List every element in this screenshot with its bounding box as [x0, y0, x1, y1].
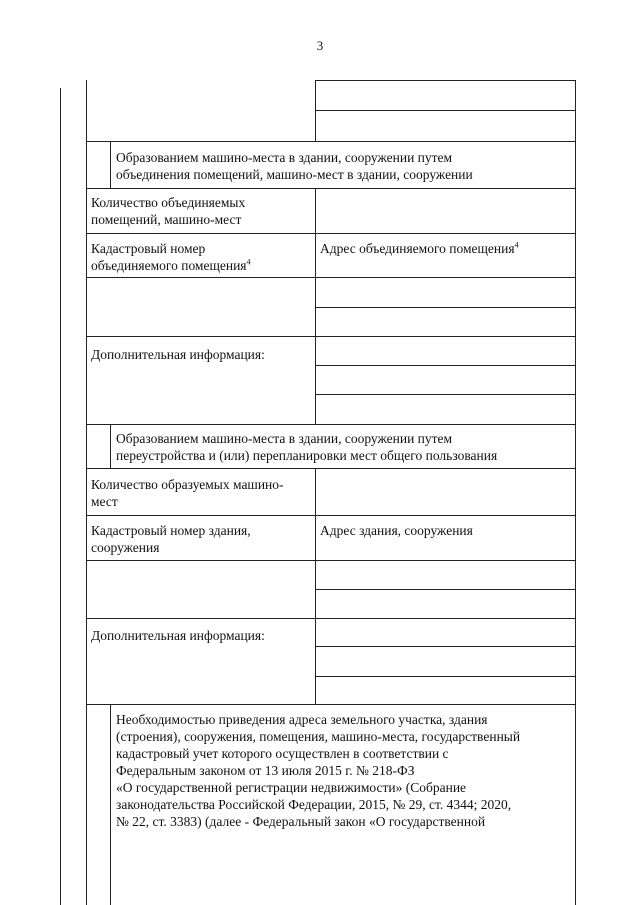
table-top-border [315, 80, 576, 81]
row-line [315, 589, 576, 590]
cadastral-number-label: Кадастровый номер объединяемого помещения$^4$ [91, 241, 251, 273]
section-heading: Образованием машино-места в здании, сооружении путем объединения помещений, машино-мест в здании, сооружении [116, 150, 473, 182]
address-label: Адрес здания, сооружения [320, 523, 473, 538]
row-line [315, 394, 576, 395]
row-line [86, 515, 576, 516]
row-line [315, 110, 576, 111]
column-divider [315, 188, 316, 424]
section-heading: Образованием машино-места в здании, сооружении путем переустройства и (или) перепланировки мест общего пользования [116, 431, 498, 463]
checkbox-cell-divider [110, 141, 111, 188]
address-label: Адрес объединяемого помещения$^4$ [320, 240, 519, 256]
count-label: Количество образуемых машино- мест [91, 477, 284, 509]
row-line [86, 704, 576, 705]
row-line [86, 618, 576, 619]
row-line [315, 365, 576, 366]
row-line [86, 141, 576, 142]
cadastral-number-label: Кадастровый номер здания, сооружения [91, 523, 251, 555]
column-divider [315, 468, 316, 704]
checkbox-cell-divider [110, 704, 111, 905]
row-line [315, 646, 576, 647]
checkbox-cell-divider [110, 424, 111, 468]
page-number: 3 [316, 38, 324, 53]
row-line [86, 188, 576, 189]
section-address: Необходимостью приведения адреса земельного участка, здания (строения), сооружения, помещения, машино-места, государственный кадастровый учет которого осуществлен в соответствии с Федеральным законом от 13 июля 2015 г. № 218-ФЗ «О государственной регистрации недвижимости» (Собрание законодательства Российской Федерации, 2015, № 29, ст. 4344; 2020, № 22, ст. 3383) (далее - Федеральный закон «О государственной [116, 712, 521, 829]
left-margin-line [60, 88, 61, 905]
row-line [86, 468, 576, 469]
row-line [86, 560, 576, 561]
count-label: Количество объединяемых помещений, машино-мест [91, 195, 246, 227]
table-left-border [86, 80, 87, 905]
row-line [86, 277, 316, 278]
footnote-marker: 4 [514, 240, 519, 250]
row-line [86, 424, 576, 425]
row-line [315, 277, 576, 278]
footnote-marker: 4 [246, 257, 251, 267]
additional-info-label: Дополнительная информация: [91, 628, 265, 643]
row-line [86, 336, 576, 337]
additional-info-label: Дополнительная информация: [91, 347, 265, 362]
row-line [315, 676, 576, 677]
row-line [315, 307, 576, 308]
row-line [86, 233, 576, 234]
table-right-border [575, 80, 576, 905]
